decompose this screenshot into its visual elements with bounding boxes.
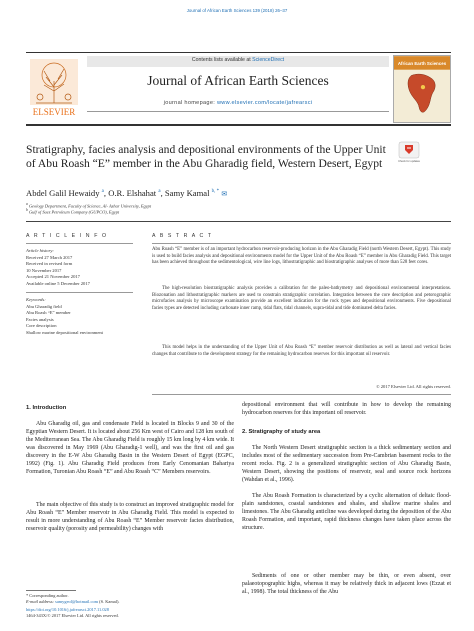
body-paragraph: Abu Gharadig oil, gas and condensate Field is located in Blocks 9 and 30 of the Egyptian Western Desert. It is located about 256 Km west of Cairo and 128 km south of the Mediterranean Sea. The Abu Gharadig Field is roughly 15 km long by 4 km wide. It was discovered in May 1969 (Abu Gharadig-1 well), and was the first oil and gas discovery in the E-W Abu Gharadig Basin in the Western Desert of Egypt (EGPC, 1992) (Fig. 1). Abu Gharadig Field produces from Early Cenomanian Bahariya Formation, Turonian Abu Roash “E” and Abu Roash “C” Members reservoirs.: [26, 421, 234, 475]
journal-citation[interactable]: Journal of African Earth Sciences 139 (2018) 26–37: [186, 8, 288, 13]
keyword-item[interactable]: Shallow marine depositional environment: [26, 329, 103, 335]
article-title: Stratigraphy, facies analysis and depositional environments of the Upper Unit of Abu Roash “E” member in the Abu Gharadig field, Western Desert, Egypt: [26, 143, 386, 170]
keyword-item[interactable]: Facies analysis: [26, 316, 54, 322]
history-label: Article history:: [26, 248, 54, 253]
email-suffix: (S. Kamal).: [98, 599, 120, 604]
abstract-paragraph: Abu Roash “E” member is of an important hydrocarbon reservoir-producing horizon in the Abu Gharadig Field (north Western Desert, Egypt). This study is used to build facies analysis and depositional environments model for the Upper Unit of the Abu Roash “E” member in Abu Gharadig Field. This target has been achieved throughout the sedimentological, wire line logs, lithostratigraphic and biostratigraphic analyses of more than 528 feet cores.: [152, 247, 451, 266]
email-label: E-mail address:: [26, 599, 56, 604]
cover-title: African Earth Sciences: [397, 60, 447, 66]
affiliation-sup: b: [26, 208, 28, 212]
email-envelope-icon[interactable]: ✉: [221, 190, 228, 198]
contents-line: [87, 57, 389, 63]
author-affil-sup: a: [158, 189, 161, 195]
author-affil-sup: a: [101, 189, 104, 195]
abstract-paragraph: This model helps in the understanding of the Upper Unit of Abu Roash “E” member reservoir distribution as well as lateral and vertical facies changes that contribute to the development strategy for the remaining hydrocarbon reserves for this important oil reservoir.: [152, 345, 451, 357]
history-item: Available online 5 December 2017: [26, 280, 90, 286]
article-info-rule: [26, 292, 133, 293]
sciencedirect-link[interactable]: ScienceDirect: [252, 57, 285, 63]
homepage-rule: [87, 111, 389, 112]
elsevier-logo[interactable]: [26, 57, 82, 121]
issn-line: 1464-343X/© 2017 Elsevier Ltd. All rights reserved.: [26, 613, 119, 618]
author-name[interactable]: Samy Kamal: [164, 188, 210, 198]
affiliation-b: [26, 208, 426, 214]
publisher-name: ELSEVIER: [32, 107, 76, 117]
article-info-heading: A R T I C L E I N F O: [26, 233, 108, 239]
keyword-item[interactable]: Core description: [26, 323, 57, 328]
abstract-paragraph: The high-resolution biostratigraphic analysis provides a calibration for the paleo-bathymetry and depositional environmental interpretations. Biozonation and lithostratigraphic markers are used to constrain stratigraphic correlation. Integration between the core description and petorographic microfacies analysis by microscope examination provide an excellent indication for the rock types and depositional environments. Five depositional facies types are detected including carbonate inner ramp, tidal flats, tidal channels, supra-tidal and tide dominated delta facies.: [152, 286, 451, 311]
homepage-link[interactable]: www.elsevier.com/locate/jafrearsci: [216, 100, 313, 106]
section-heading-stratigraphy: 2. Stratigraphy of study area: [242, 429, 321, 435]
affiliation-text: Geology Department, Faculty of Science, Al- Azhar University, Egypt: [28, 203, 152, 209]
author-list: Abdel Galil Hewaidy $^a$, O.R. Elshahat $^a$, Samy Kamal $^{b, *}$ ✉: [26, 188, 228, 198]
affiliation-rule: [26, 221, 451, 222]
email-link[interactable]: samygeol@hotmail.com: [55, 599, 99, 604]
body-paragraph: The main objective of this study is to construct an improved stratigraphic model for Abu Roash “E” Member reservoir in Abu Gharadig Field. This model is expected to result in more understanding of Abu Roash “E” Member reservoir facies distribution, reservoir quality (porosity and permeability) changes with: [26, 502, 234, 532]
keyword-item[interactable]: Abu Roash “E” member: [26, 310, 71, 315]
body-paragraph: Sediments of one or other member may be thin, or even absent, over palaeotopographic highs, whereas it may be relatively thick in adjacent lows (Ezzat et al., 1998). The total thickness of the Abu: [242, 573, 451, 595]
affiliation-text: Gulf of Suez Petroleum Company (GUPCO), Egypt: [28, 209, 120, 215]
history-item: Accepted 21 November 2017: [26, 274, 80, 279]
history-item: Received in revised form: [26, 261, 73, 266]
body-paragraph: The North Western Desert stratigraphic section is a thick sedimentary section and includes most of the sedimentary succession from Pre-Cambrian basement rocks to the recent rocks. Fig. 2 is a generalized stratigraphic section of Abu Gharadig Basin, Western Desert, showing the positions of reservoir, seal and source rock horizons (Wahdan et al., 1996).: [242, 445, 451, 483]
journal-cover-image[interactable]: [393, 55, 451, 123]
crossmark-icon[interactable]: [398, 141, 420, 167]
history-item: 10 November 2017: [26, 267, 62, 273]
abstract-heading: A B S T R A C T: [152, 233, 213, 239]
header-rule-bottom: [26, 124, 451, 126]
section-heading-introduction: 1. Introduction: [26, 405, 67, 411]
copyright-notice: © 2017 Elsevier Ltd. All rights reserved.: [376, 384, 451, 389]
author-affil-sup: b, *: [211, 189, 220, 195]
corresponding-author-note: * Corresponding author.: [26, 593, 69, 598]
keywords-label: Keywords:: [26, 297, 46, 302]
journal-title: Journal of African Earth Sciences: [147, 73, 329, 88]
keyword-item[interactable]: Abu Gharadig field: [26, 303, 62, 309]
affiliation-sup: a: [26, 202, 28, 206]
map-marker-icon: [421, 85, 425, 89]
journal-homepage: [87, 100, 389, 106]
body-paragraph: depositional environment that will contribute in how to develop the remaining hydrocarbon reserves for this important oil reservoir.: [242, 402, 451, 416]
homepage-prefix: journal homepage:: [163, 100, 217, 106]
abstract-rule: [152, 394, 451, 395]
body-paragraph: The Abu Roash Formation is characterized by a cyclic alternation of deltaic flood-plain sandstones, coastal sandstones and shales, and shallow marine shales and limestones. The Abu Gharadig anticline was developed during the deposition of the Abu Roash Formation, and important, rapid thickness changes have taken place across the structure.: [242, 493, 451, 531]
doi-link[interactable]: https://doi.org/10.1016/j.jafrearsci.2017.11.028: [26, 607, 109, 612]
header-rule-top: [26, 52, 451, 53]
contents-prefix: Contents lists available at: [191, 57, 253, 63]
footnote-rule: [26, 590, 76, 591]
abstract-rule: [152, 243, 451, 244]
crossmark-label: Check for updates: [398, 160, 420, 163]
author-name[interactable]: O.R. Elshahat: [108, 188, 157, 198]
history-item: Received 27 March 2017: [26, 254, 73, 260]
article-info-rule: [26, 243, 133, 244]
author-name[interactable]: Abdel Galil Hewaidy: [26, 188, 100, 198]
email-note: [26, 599, 236, 604]
